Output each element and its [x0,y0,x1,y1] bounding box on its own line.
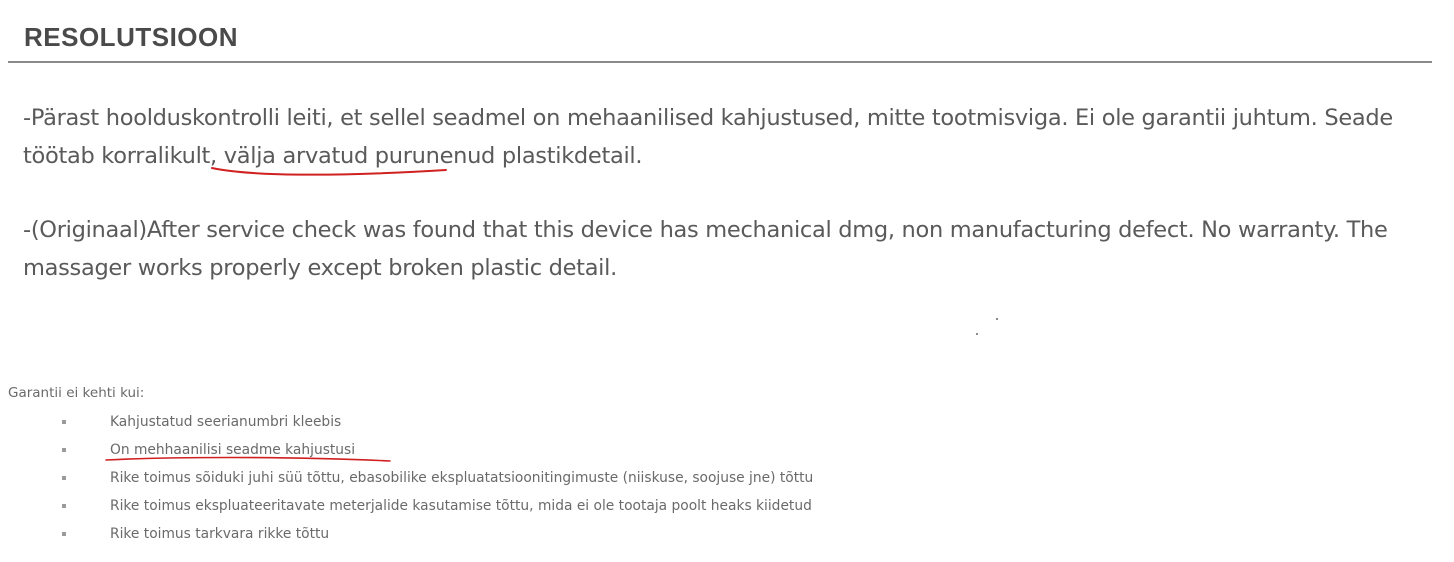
resolution-original: -(Originaal)After service check was found that this device has mechanical dmg, non manufacturing defect. No warranty. The massager works properly except broken plastic detail. [23,217,1388,281]
list-item [58,436,813,464]
list-item [58,492,813,520]
list-item-text: On mehhaanilisi seadme kahjustusi [110,442,356,458]
resolution-et-text-start: -Pärast hoolduskontrolli leiti, et sellel seadmel on mehaanilised kahjustused, mitte tootmisviga. Ei ole garantii juhtum. Seade [23,105,1393,131]
list-item-text: Rike toimus ekspluateeritavate meterjalide kasutamise tõttu, mida ei ole tootaja poolt heaks kiidetud [110,498,812,514]
warranty-conditions-title: Garantii ei kehti kui: [8,385,145,401]
resolution-estonian [23,99,1443,175]
section-title: RESOLUTSIOON [24,22,239,52]
scan-speck [996,318,998,320]
section-divider [8,61,1432,63]
resolution-et-text-end: välja arvatud purunenud plastikdetail. [216,143,643,169]
list-item-text: Kahjustatud seerianumbri kleebis [110,414,342,430]
bullet-icon [62,532,66,536]
list-item [58,520,813,548]
bullet-icon [62,476,66,480]
warranty-conditions-list [58,408,813,548]
bullet-icon [62,448,66,452]
bullet-icon [62,504,66,508]
resolution-et-highlight: töötab korralikult, [23,143,217,169]
bullet-icon [62,420,66,424]
list-item-text: Rike toimus tarkvara rikke tõttu [110,526,330,542]
list-item [58,408,813,436]
list-item [58,464,813,492]
scan-speck [976,333,978,335]
list-item-text: Rike toimus sõiduki juhi süü tõttu, ebasobilike ekspluatatsioonitingimuste (niiskuse, soojuse jne) tõttu [110,470,814,486]
